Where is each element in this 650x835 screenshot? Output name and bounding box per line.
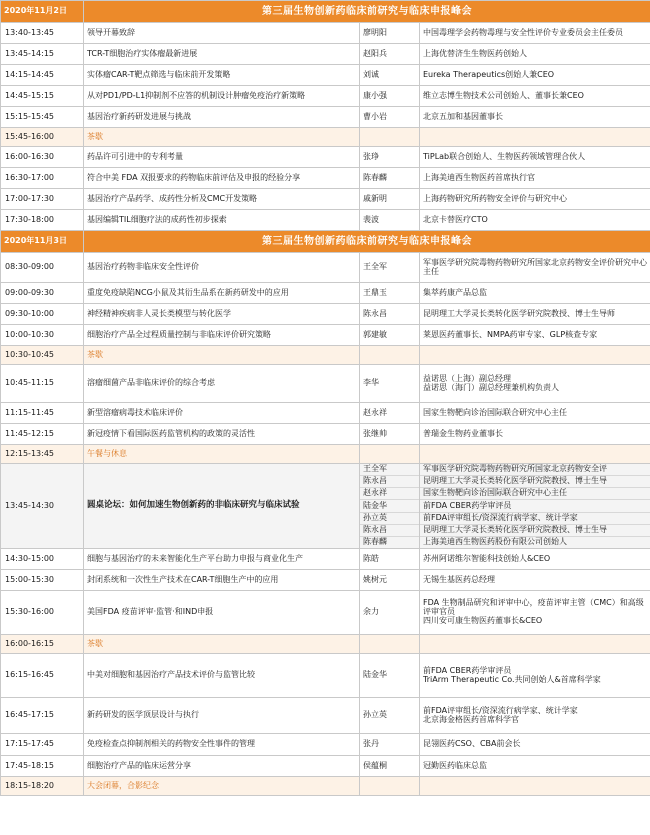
session-time: 16:15-16:45: [1, 654, 84, 698]
session-affiliation: [420, 147, 650, 168]
affiliation-line: 四川安可康生物医药董事长&CEO: [423, 615, 543, 625]
session-time: 09:30-10:00: [1, 304, 84, 325]
session-row: [1, 44, 650, 65]
session-topic: 细胞与基因治疗的未来智能化生产平台助力申报与商业化生产: [84, 549, 360, 570]
session-speaker: 裴波: [360, 210, 420, 231]
session-time: 17:45-18:15: [1, 756, 84, 777]
session-speaker: 廖明阳: [360, 23, 420, 44]
affiliation-line: 昆明理工大学灵长类转化医学研究院教授、博士生导师: [423, 308, 615, 318]
affiliation-line: 前FDA评审组长/资深流行病学家、统计学家: [423, 705, 578, 715]
session-row: [1, 424, 650, 445]
session-speaker: 刘诚: [360, 65, 420, 86]
session-affiliation: [420, 591, 650, 635]
break-row: [1, 445, 650, 464]
affiliation-line: 昆翎医药CSO、CBA前会长: [423, 739, 521, 749]
panel-speaker: 陈永昌: [360, 524, 419, 536]
panel-affiliation: 国家生物靶向诊治国际联合研究中心主任: [420, 487, 650, 499]
affiliation-line: 前FDA CBER药学审评员: [423, 665, 512, 675]
session-topic: 新冠疫情下看国际医药监管机构的政策的灵活性: [84, 424, 360, 445]
session-affiliation: [420, 168, 650, 189]
break-row: [1, 777, 650, 796]
session-topic: 神经精神疾病非人灵长类模型与转化医学: [84, 304, 360, 325]
session-row: [1, 107, 650, 128]
session-topic: 细胞治疗产品的临床运营分享: [84, 756, 360, 777]
break-label: 茶歇: [84, 635, 360, 654]
session-topic: 细胞治疗产品全过程质量控制与非临床评价研究策略: [84, 325, 360, 346]
session-time: 16:30-17:00: [1, 168, 84, 189]
session-speaker: [360, 346, 420, 365]
speaker-list: [360, 464, 419, 548]
session-affiliation: [420, 304, 650, 325]
affiliation-line: 中国毒理学会药物毒理与安全性评价专业委员会主任委员: [423, 27, 623, 37]
session-topic: 美国FDA 疫苗评审·监管·和IND申报: [84, 591, 360, 635]
affiliation-line: 普瑞金生物药业董事长: [423, 428, 503, 438]
session-time: 11:45-12:15: [1, 424, 84, 445]
session-row: [1, 86, 650, 107]
session-affiliation: [420, 698, 650, 734]
session-topic: 领导开幕致辞: [84, 23, 360, 44]
affiliation-line: 苏州阿诺维尔智能科技创始人&CEO: [423, 553, 551, 563]
affiliation-line: 无锡生基医药总经理: [423, 574, 495, 584]
panel-affiliation: 军事医学研究院毒物药物研究所国家北京药物安全评: [423, 464, 607, 474]
session-row: [1, 549, 650, 570]
session-topic: 基因编辑TIL细胞疗法的成药性初步探索: [84, 210, 360, 231]
affiliation-line: 北京海金格医药首席科学官: [423, 714, 519, 724]
session-speaker: [360, 635, 420, 654]
session-affiliation: [420, 549, 650, 570]
session-time: 12:15-13:45: [1, 445, 84, 464]
session-speaker: 王鼎玉: [360, 283, 420, 304]
session-affiliation: [420, 253, 650, 283]
panel-affiliation: 前FDA评审组长/资深流行病学家、统计学家: [420, 512, 650, 524]
panel-speaker: 孙立英: [360, 512, 419, 524]
forum-affiliations: [420, 464, 650, 549]
session-topic: 新药研发的医学顶层设计与执行: [84, 698, 360, 734]
session-time: 10:45-11:15: [1, 365, 84, 403]
session-row: [1, 654, 650, 698]
panel-affiliation: 前FDA CBER药学审评员: [420, 499, 650, 511]
session-speaker: 侯蕴桐: [360, 756, 420, 777]
session-affiliation: [420, 570, 650, 591]
session-speaker: 陈永昌: [360, 304, 420, 325]
affiliation-line: 国家生物靶向诊治国际联合研究中心主任: [423, 407, 567, 417]
session-time: 10:30-10:45: [1, 346, 84, 365]
session-topic: 基因治疗产品药学、成药性分析及CMC开发策略: [84, 189, 360, 210]
session-row: [1, 325, 650, 346]
session-affiliation: [420, 424, 650, 445]
break-row: [1, 635, 650, 654]
session-speaker: 孙立英: [360, 698, 420, 734]
session-affiliation: [420, 445, 650, 464]
session-speaker: 张琤: [360, 147, 420, 168]
session-speaker: 郭建敏: [360, 325, 420, 346]
session-topic: TCR-T细胞治疗实体瘤最新进展: [84, 44, 360, 65]
session-row: [1, 23, 650, 44]
break-row: [1, 346, 650, 365]
panel-speaker: 赵永祥: [360, 487, 419, 499]
affiliation-line: 上海优替济生生物医药创始人: [423, 48, 527, 58]
panel-speaker: 陈永昌: [360, 475, 419, 487]
session-topic: 符合中美 FDA 双报要求的药物临床前评估及申报的经验分享: [84, 168, 360, 189]
session-time: 15:15-15:45: [1, 107, 84, 128]
session-speaker: 陈春麟: [360, 168, 420, 189]
affiliation-line: TiPLab联合创始人、生物医药领域管理合伙人: [423, 151, 586, 161]
session-row: [1, 253, 650, 283]
session-topic: 溶瘤细菌产品非临床评价的综合考虑: [84, 365, 360, 403]
session-affiliation: [420, 23, 650, 44]
session-affiliation: [420, 365, 650, 403]
session-row: [1, 734, 650, 756]
session-affiliation: [420, 86, 650, 107]
session-speaker: 曹小岩: [360, 107, 420, 128]
session-time: 09:00-09:30: [1, 283, 84, 304]
session-time: 08:30-09:00: [1, 253, 84, 283]
session-affiliation: [420, 189, 650, 210]
session-speaker: [360, 445, 420, 464]
affiliation-line: 军事医学研究院毒物药物研究所国家北京药物安全评价研究中心主任: [423, 257, 647, 276]
break-row: [1, 128, 650, 147]
affiliation-line: FDA 生物制品研究和评审中心，疫苗评审主管（CMC）和高级评审官员: [423, 598, 644, 617]
day-header: [1, 1, 650, 23]
session-time: 14:30-15:00: [1, 549, 84, 570]
session-topic: 实体瘤CAR-T靶点筛选与临床前开发策略: [84, 65, 360, 86]
session-speaker: 戚新明: [360, 189, 420, 210]
session-row: [1, 283, 650, 304]
session-speaker: 李华: [360, 365, 420, 403]
session-time: 11:15-11:45: [1, 403, 84, 424]
session-speaker: 陆金华: [360, 654, 420, 698]
affiliation-line: 益诺思（上海）副总经理: [423, 373, 511, 383]
session-affiliation: [420, 346, 650, 365]
session-topic: 封闭系统和一次性生产技术在CAR-T细胞生产中的应用: [84, 570, 360, 591]
session-topic: 基因治疗药物非临床安全性评价: [84, 253, 360, 283]
session-row: [1, 756, 650, 777]
session-topic: 免疫检查点抑制剂相关的药物安全性事件的管理: [84, 734, 360, 756]
day-header: [1, 231, 650, 253]
session-row: [1, 570, 650, 591]
session-time: 16:00-16:30: [1, 147, 84, 168]
session-affiliation: [420, 654, 650, 698]
session-time: 14:45-15:15: [1, 86, 84, 107]
session-time: 18:15-18:20: [1, 777, 84, 796]
break-label: 大会闭幕，合影纪念: [84, 777, 360, 796]
session-affiliation: [420, 403, 650, 424]
affiliation-list: [420, 464, 650, 548]
session-affiliation: [420, 325, 650, 346]
session-time: 13:45-14:30: [1, 464, 84, 549]
session-row: [1, 365, 650, 403]
session-time: 16:00-16:15: [1, 635, 84, 654]
break-label: 茶歇: [84, 346, 360, 365]
affiliation-line: 北京五加和基因董事长: [423, 111, 503, 121]
session-time: 15:30-16:00: [1, 591, 84, 635]
panel-affiliation: 昆明理工大学灵长类转化医学研究院教授、博士生导: [420, 524, 650, 536]
session-affiliation: [420, 777, 650, 796]
session-topic: 基因治疗新药研发进展与挑战: [84, 107, 360, 128]
session-speaker: [360, 128, 420, 147]
day-title: 第三届生物创新药临床前研究与临床申报峰会: [84, 231, 650, 253]
session-topic: 从对PD1/PD-L1抑制剂不应答的机制设计肿瘤免疫治疗新策略: [84, 86, 360, 107]
session-time: 17:15-17:45: [1, 734, 84, 756]
session-topic: 药品许可引进中的专利考量: [84, 147, 360, 168]
session-affiliation: [420, 283, 650, 304]
session-time: 13:45-14:15: [1, 44, 84, 65]
day-date: 2020年11月3日: [1, 231, 84, 253]
break-label: 茶歇: [84, 128, 360, 147]
affiliation-line: TriArm Therapeutic Co.共同创始人&首席科学家: [423, 674, 601, 684]
session-topic: 中美对细胞和基因治疗产品技术评价与监管比较: [84, 654, 360, 698]
affiliation-line: 益诺思（海门）副总经理兼机构负责人: [423, 382, 559, 392]
session-row: [1, 189, 650, 210]
session-affiliation: [420, 210, 650, 231]
affiliation-line: 集萃药康产品总监: [423, 287, 487, 297]
session-speaker: 赵阳兵: [360, 44, 420, 65]
session-speaker: 张丹: [360, 734, 420, 756]
affiliation-line: 上海药物研究所药物安全评价与研究中心: [423, 193, 567, 203]
session-speaker: 王全军: [360, 253, 420, 283]
session-row: [1, 591, 650, 635]
panel-speaker: 王全军: [363, 464, 387, 474]
session-speaker: [360, 777, 420, 796]
session-topic: 重度免疫缺陷NCG小鼠及其衍生品系在新药研发中的应用: [84, 283, 360, 304]
forum-speakers: [360, 464, 420, 549]
affiliation-line: 冠勤医药临床总监: [423, 760, 487, 770]
session-speaker: 康小强: [360, 86, 420, 107]
session-affiliation: [420, 44, 650, 65]
session-row: [1, 698, 650, 734]
day-date: 2020年11月2日: [1, 1, 84, 23]
session-affiliation: [420, 756, 650, 777]
session-time: 17:00-17:30: [1, 189, 84, 210]
session-time: 17:30-18:00: [1, 210, 84, 231]
session-affiliation: [420, 734, 650, 756]
session-affiliation: [420, 128, 650, 147]
session-topic: 新型溶瘤病毒技术临床评价: [84, 403, 360, 424]
break-label: 午餐与休息: [84, 445, 360, 464]
panel-affiliation: 昆明理工大学灵长类转化医学研究院教授、博士生导: [420, 475, 650, 487]
affiliation-line: 上海美迪西生物医药首席执行官: [423, 172, 535, 182]
panel-speaker: 陆金华: [360, 499, 419, 511]
session-time: 16:45-17:15: [1, 698, 84, 734]
affiliation-line: 莱恩医药董事长、NMPA药审专家、GLP核查专家: [423, 329, 598, 339]
session-time: 13:40-13:45: [1, 23, 84, 44]
affiliation-line: Eureka Therapeutics创始人兼CEO: [423, 69, 555, 79]
session-speaker: 姚树元: [360, 570, 420, 591]
panel-affiliation: 上海美迪西生物医药股份有限公司创始人: [420, 536, 650, 548]
session-row: [1, 65, 650, 86]
session-speaker: 余力: [360, 591, 420, 635]
panel-speaker: 陈春麟: [360, 536, 419, 548]
session-row: [1, 168, 650, 189]
affiliation-line: 维立志博生物技术公司创始人、董事长兼CEO: [423, 90, 584, 100]
session-time: 14:15-14:45: [1, 65, 84, 86]
session-speaker: 赵永祥: [360, 403, 420, 424]
session-row: [1, 403, 650, 424]
session-row: [1, 304, 650, 325]
session-speaker: 陈皓: [360, 549, 420, 570]
forum-topic: 圆桌论坛：如何加速生物创新药的非临床研究与临床试验: [84, 464, 360, 549]
session-affiliation: [420, 65, 650, 86]
forum-row: [1, 464, 650, 549]
session-affiliation: [420, 107, 650, 128]
session-time: 15:45-16:00: [1, 128, 84, 147]
session-row: [1, 210, 650, 231]
session-time: 15:00-15:30: [1, 570, 84, 591]
affiliation-line: 北京卡替医疗CTO: [423, 214, 488, 224]
session-time: 10:00-10:30: [1, 325, 84, 346]
session-speaker: 张继帅: [360, 424, 420, 445]
session-row: [1, 147, 650, 168]
day-title: 第三届生物创新药临床前研究与临床申报峰会: [84, 1, 650, 23]
session-affiliation: [420, 635, 650, 654]
